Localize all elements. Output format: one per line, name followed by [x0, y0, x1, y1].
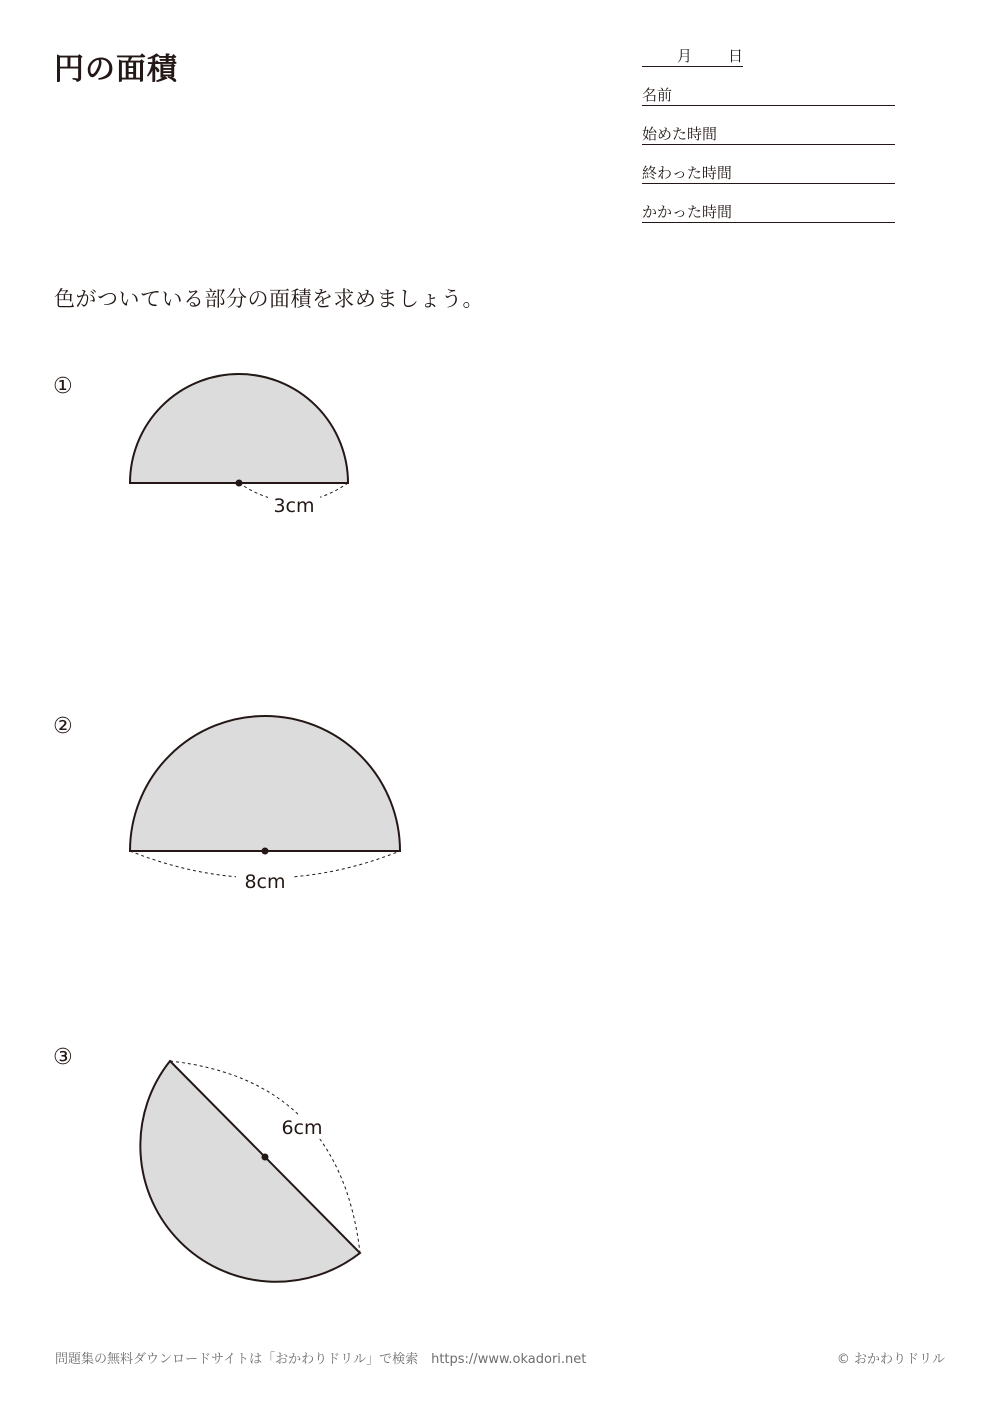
problem-1-figure — [130, 374, 348, 517]
page-title: 円の面積 — [54, 52, 178, 87]
center-point-2 — [262, 848, 269, 855]
radius-label-1: 3cm — [273, 495, 315, 517]
month-label: 月 — [677, 47, 693, 65]
footer-copyright: © おかわりドリル — [836, 1352, 945, 1367]
center-point-3 — [262, 1154, 269, 1161]
problem-2-number: ② — [53, 714, 73, 739]
footer-site-note: 問題集の無料ダウンロードサイトは「おかわりドリル」で検索 https://www.okadori.net — [55, 1352, 587, 1367]
problem-1-number: ① — [53, 374, 73, 399]
problem-3-figure — [140, 1061, 360, 1282]
name-label: 名前 — [642, 86, 673, 104]
semicircle-1 — [130, 374, 348, 483]
semicircle-3 — [140, 1061, 360, 1282]
day-label: 日 — [728, 47, 744, 65]
end-time-label: 終わった時間 — [642, 164, 732, 182]
start-time-label: 始めた時間 — [642, 125, 718, 143]
diameter-label-2: 8cm — [244, 871, 286, 893]
problem-2-figure — [130, 716, 400, 893]
diameter-label-3: 6cm — [281, 1117, 323, 1139]
elapsed-time-label: かかった時間 — [642, 203, 733, 221]
semicircle-2 — [130, 716, 400, 851]
problem-3-number: ③ — [53, 1045, 73, 1070]
instruction-text: 色がついている部分の面積を求めましょう。 — [54, 287, 484, 311]
